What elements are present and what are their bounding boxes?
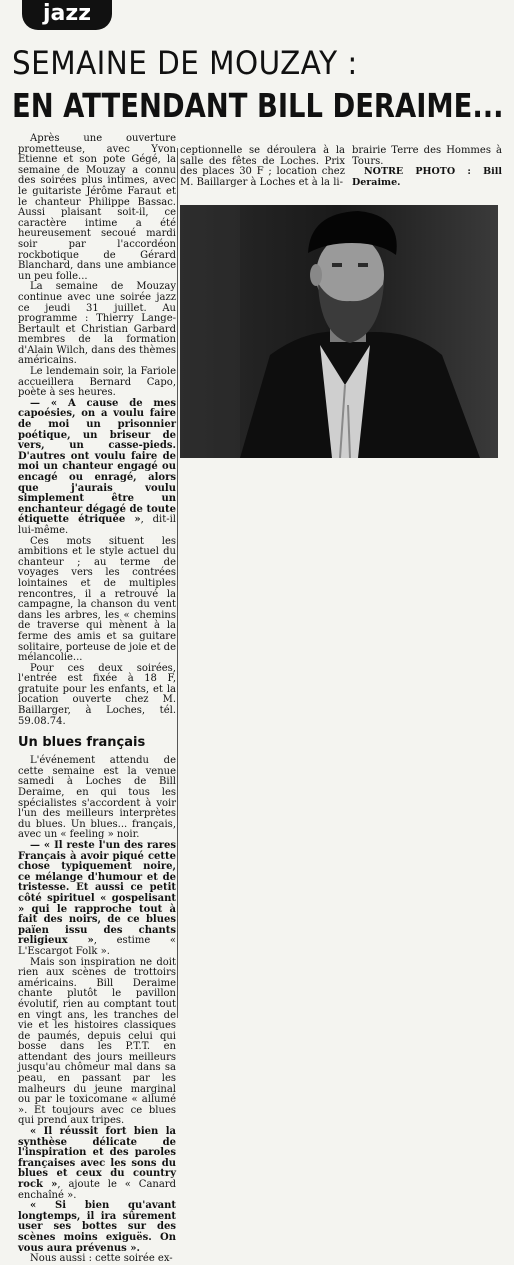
paragraph: Mais son inspiration ne doit rien aux scènes de trottoirs américains. Bill Deraime chante plutôt le pavillon évolutif, rien au comptant tout en vingt ans, les tranches de vie et les histoires classiques de paumés, depuis celui qui bosse dans les P.T.T. en attendant des jours meilleurs jusqu'au chômeur mal dans sa peau, en passant par les malheurs du jeune marginal ou par le toxicomane « allumé ». Et toujours avec ce blues qui prend aux tripes.: [18, 956, 176, 1127]
paragraph: Ces mots situent les ambitions et le style actuel du chanteur ; au terme de voyages vers les contrées lointaines et de multiples rencontres, il a retrouvé la campagne, la chanson du vent dans les arbres, les « chemins de traverse qui mènent à la ferme des amis et sa guitare solitaire, porteuse de joie et de mélancolie...: [18, 535, 176, 664]
portrait-illustration: [180, 205, 498, 458]
paragraph: [18, 1127, 176, 1201]
quote: — « Il reste l'un des rares Français à avoir piqué cette chose typiquement noire, ce mélange d'humour et de tristesse. Et aussi ce petit côté spirituel « gospelisant » qui le rapproche tout à fait des noirs, de ce blues païen issu des chants religieux »: [18, 840, 176, 947]
photo-bill-deraime: [180, 205, 498, 458]
section-tag: jazz: [22, 0, 112, 30]
quote: « Si bien qu'avant longtemps, il ira sûrement user ses bottes sur des scènes moins exiguës. On vous aura prévenus ».: [18, 1200, 176, 1254]
quote: — « A cause de mes capoésies, on a voulu faire de moi un prisonnier poétique, un briseur de vers, un casse-pieds. D'autres ont voulu faire de moi un chanteur engagé ou encagé ou enragé, alors que j'aurais voulu simplement être un enchanteur dégagé de toute étiquette étriquée »: [18, 397, 176, 526]
paragraph: L'événement attendu de cette semaine est la venue samedi à Loches de Bill Deraime, en qui tous les spécialistes s'accordent à voir l'un des meilleurs interprètes du blues. Un blues... français, avec un « feeling » noir.: [18, 755, 176, 841]
paragraph: [18, 841, 176, 958]
article-column-1: [18, 134, 176, 1265]
paragraph: [18, 1201, 176, 1254]
photo-caption: NOTRE PHOTO : Bill Deraime.: [352, 166, 502, 188]
paragraph: ceptionnelle se déroulera à la salle des fêtes de Loches. Prix des places 30 F ; location chez M. Baillarger à Loches et à la li-: [180, 145, 345, 188]
article-column-2: [180, 146, 345, 188]
column-rule: [177, 148, 178, 1018]
article-column-3: [352, 146, 502, 188]
headline-line-2: EN ATTENDANT BILL DERAIME...: [12, 86, 504, 125]
subheading: Un blues français: [18, 735, 146, 751]
paragraph: [18, 399, 176, 537]
quote-attribution: , dit-il lui-même.: [18, 514, 176, 536]
quote-attribution: , estime « L'Escargot Folk ».: [18, 935, 176, 957]
paragraph: La semaine de Mouzay continue avec une soirée jazz ce jeudi 31 juillet. Au programme : Thierry Lange-Bertault et Christian Garbard membres de la formation d'Alain Wilch, dans des thèmes américains.: [18, 281, 176, 367]
quote-attribution: , ajoute le « Canard enchaîné ».: [18, 1179, 176, 1201]
paragraph: Le lendemain soir, la Fariole accueillera Bernard Capo, poète à ses heures.: [18, 366, 176, 399]
paragraph: Pour ces deux soirées, l'entrée est fixée à 18 F, gratuite pour les enfants, et la location ouverte chez M. Baillarger, à Loches, tél. 59.08.74.: [18, 662, 176, 727]
headline-line-1: SEMAINE DE MOUZAY :: [12, 44, 358, 82]
paragraph: Après une ouverture prometteuse, avec Yvon Etienne et son pote Gégé, la semaine de Mouzay a connu des soirées plus intimes, avec le guitariste Jérôme Faraut et le chanteur Philippe Bassac. Aussi plaisant soit-il, ce caractère intime a été heureusement secoué mardi soir par l'accordéon rockbotique de Gérard Blanchard, dans une ambiance un peu folle...: [18, 133, 176, 282]
paragraph: brairie Terre des Hommes à Tours.: [352, 145, 502, 167]
paragraph: Nous aussi : cette soirée ex-: [30, 1253, 173, 1265]
quote: « Il réussit fort bien la synthèse délicate de l'inspiration et des paroles françaises avec les sons du blues et ceux du country rock »: [18, 1126, 176, 1190]
